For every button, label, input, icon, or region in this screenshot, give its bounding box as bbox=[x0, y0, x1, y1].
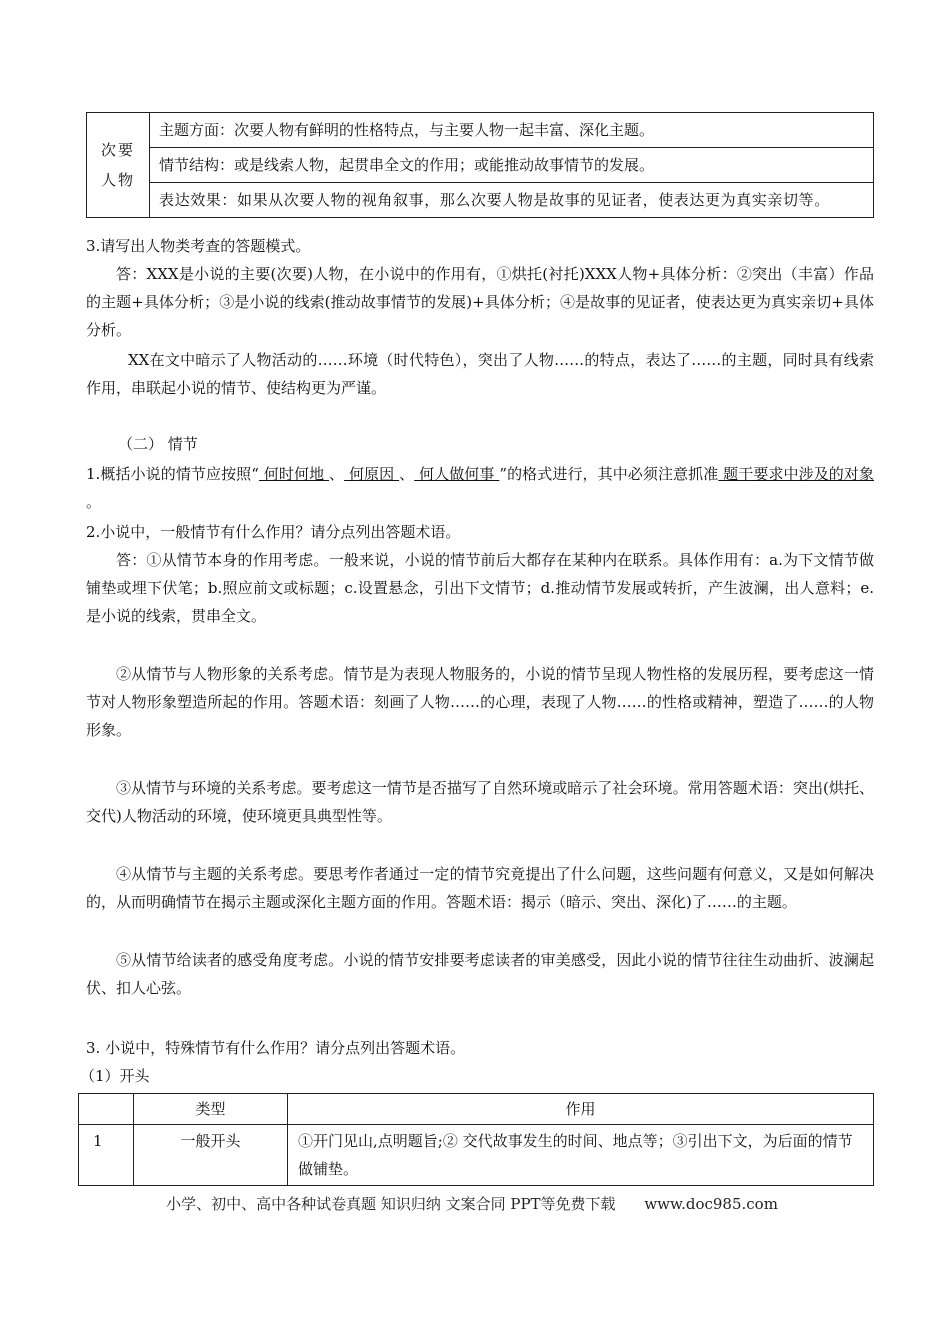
answer-paragraph: ②从情节与人物形象的关系考虑。情节是为表现人物服务的，小说的情节呈现人物性格的发展历程，要考虑这一情节对人物形象塑造所起的作用。答题术语：刻画了人物……的心理，表现了人物……的性格或精神，塑造了……的人物形象。 bbox=[86, 665, 874, 739]
answer-paragraph: 答：XXX是小说的主要(次要)人物，在小说中的作用有，①烘托(衬托)XXX人物+具体分析：②突出（丰富）作品的主题+具体分析；③是小说的线索(推动故事情节的发展)+具体分析；④是故事的见证者，使表达更为真实亲切+具体分析。 bbox=[86, 265, 874, 339]
plot-question-2: 2.小说中，一般情节有什么作用？请分点列出答题术语。 bbox=[86, 523, 461, 541]
table-row: 主题方面：次要人物有鲜明的性格特点，与主要人物一起丰富、深化主题。 bbox=[150, 113, 874, 148]
answer-paragraph: XX在文中暗示了人物活动的……环境（时代特色），突出了人物……的特点，表达了……的主题，同时具有线索作用，串联起小说的情节、使结构更为严谨。 bbox=[86, 351, 874, 397]
row-effect: ①开门见山,点明题旨;② 交代故事发生的时间、地点等；③引出下文，为后面的情节做铺垫。 bbox=[288, 1125, 874, 1186]
opening-types-table bbox=[78, 1093, 874, 1186]
answer-paragraph: ④从情节与主题的关系考虑。要思考作者通过一定的情节究竟提出了什么问题，这些问题有何意义，又是如何解决的，从而明确情节在揭示主题或深化主题方面的作用。答题术语：揭示（暗示、突出、深化)了……的主题。 bbox=[86, 865, 874, 911]
subheading-opening: （1）开头 bbox=[80, 1067, 150, 1085]
footer-text: 小学、初中、高中各种试卷真题 知识归纳 文案合同 PPT等免费下载 bbox=[166, 1195, 616, 1213]
footer-url: www.doc985.com bbox=[644, 1195, 778, 1213]
table-row: 情节结构：或是线索人物，起贯串全文的作用；或能推动故事情节的发展。 bbox=[150, 148, 874, 183]
table-header: 作用 bbox=[288, 1094, 874, 1125]
plot-question-1: 1.概括小说的情节应按照“ 何时何地 、 何原因 、 何人做何事 ”的格式进行，其中必须注意抓准 题干要求中涉及的对象 。 bbox=[86, 465, 874, 511]
row-number: 1 bbox=[79, 1125, 134, 1186]
answer-paragraph: ③从情节与环境的关系考虑。要考虑这一情节是否描写了自然环境或暗示了社会环境。常用答题术语：突出(烘托、交代)人物活动的环境，使环境更具典型性等。 bbox=[86, 779, 874, 825]
table-row: 表达效果：如果从次要人物的视角叙事，那么次要人物是故事的见证者，使表达更为真实亲切等。 bbox=[150, 183, 874, 218]
page-footer bbox=[0, 1193, 950, 1214]
table-header bbox=[79, 1094, 134, 1125]
secondary-character-table bbox=[86, 112, 874, 218]
question-3: 3.请写出人物类考查的答题模式。 bbox=[86, 237, 311, 255]
answer-paragraph: ⑤从情节给读者的感受角度考虑。小说的情节安排要考虑读者的审美感受，因此小说的情节往往生动曲折、波澜起伏、扣人心弦。 bbox=[86, 951, 874, 997]
row-type: 一般开头 bbox=[134, 1125, 288, 1186]
section-heading: （二） 情节 bbox=[118, 435, 198, 453]
row-label: 次要 人物 bbox=[87, 113, 150, 218]
table-header: 类型 bbox=[134, 1094, 288, 1125]
plot-question-3: 3. 小说中，特殊情节有什么作用？请分点列出答题术语。 bbox=[86, 1039, 466, 1057]
answer-paragraph: 答：①从情节本身的作用考虑。一般来说，小说的情节前后大都存在某种内在联系。具体作用有：a.为下文情节做铺垫或埋下伏笔；b.照应前文或标题；c.设置悬念，引出下文情节；d.推动情节发展或转折，产生波澜，出人意料；e.是小说的线索，贯串全文。 bbox=[86, 551, 874, 625]
